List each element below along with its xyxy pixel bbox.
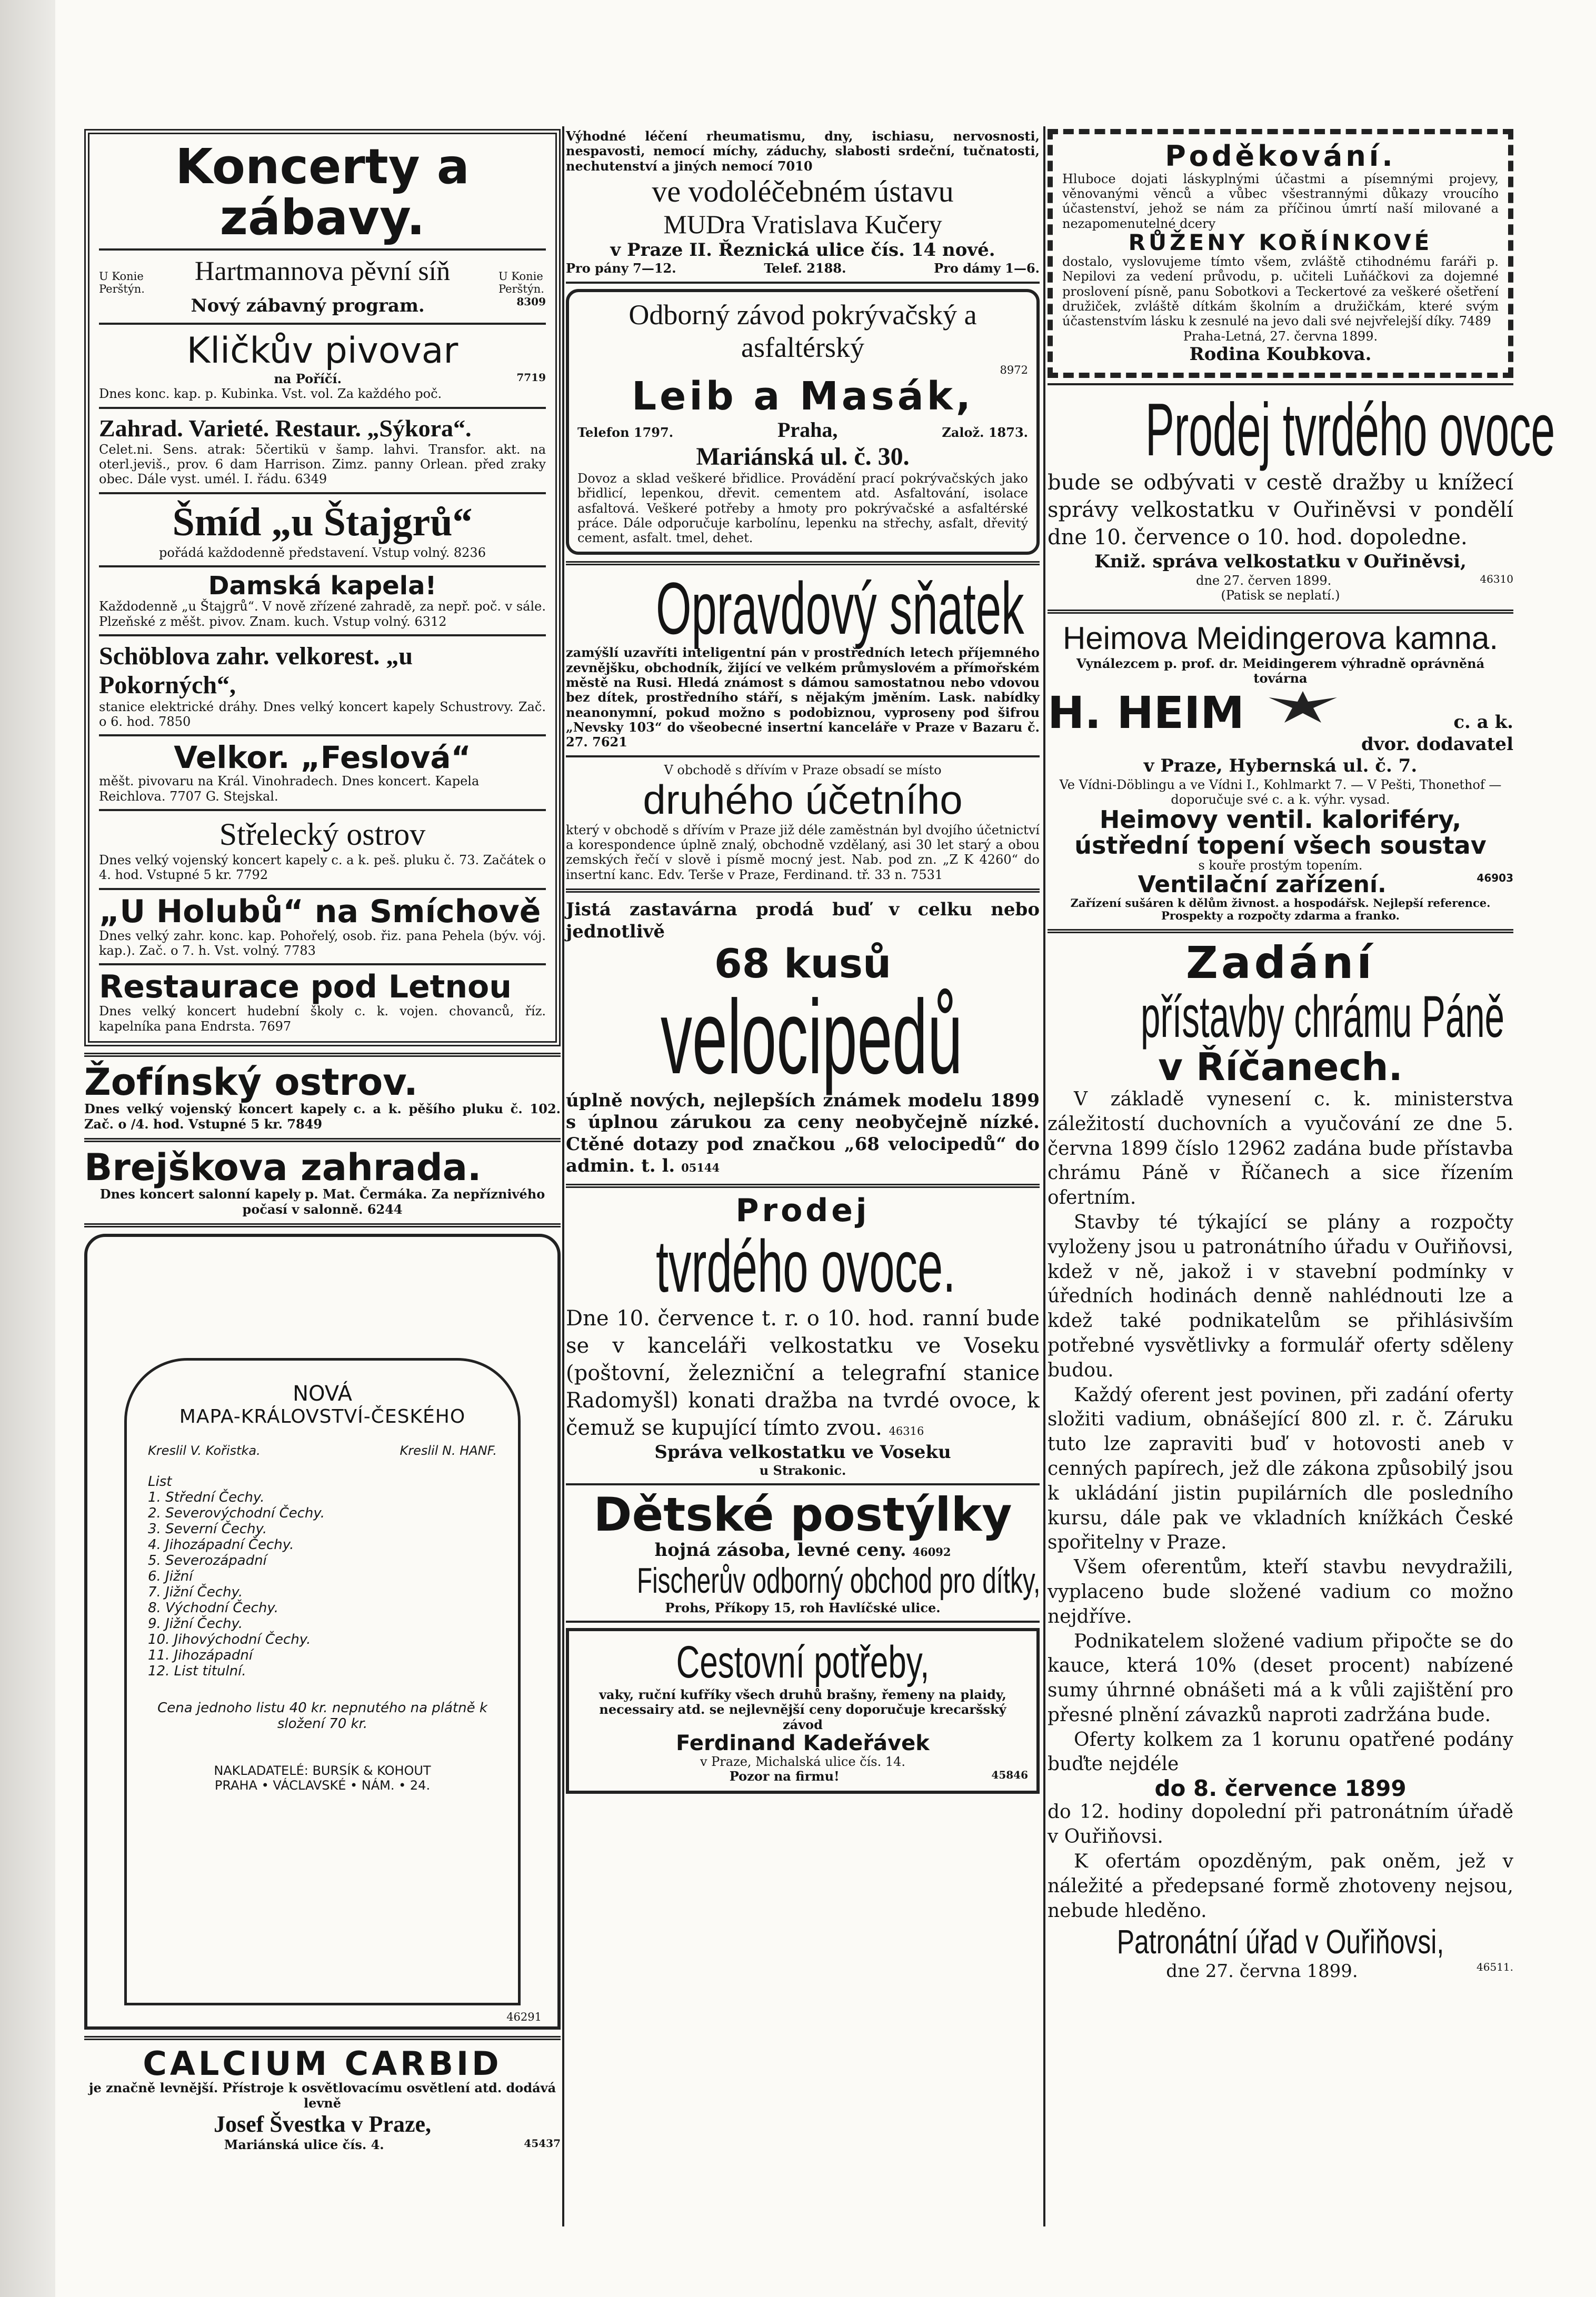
pokryv-firm: Leib a Masák,: [631, 374, 974, 420]
eagle-emblem-icon: [1263, 686, 1342, 728]
column-rule: [562, 126, 564, 2226]
heim-logo-row: H. HEIM c. a k. dvor. dodavatel: [1048, 687, 1513, 755]
cestovni-ad: Cestovní potřeby, vaky, ruční kufříky všech druhů brašny, řemeny na plaidy, necessairy atd. se nejlevnější ceny doporučuje krecaršský závod Ferdinand Kadeřávek v Praze, Michalská ulice čís. 14. Pozor na firmu! 45846: [566, 1628, 1040, 1793]
concerts-box: Koncerty a zábavy. U Konie Perštýn. Hartmannova pěvní síň U Konie Perštýn. Nový zábavný program. 8309 Kličkův pivovar na Poříčí. 7719 Dnes konc. kap. p. Kubinka. Vst. vol. Za každého poč. Zahrad. Varieté. Restaur. „Sýkora“. Celet.ni. Sens. atrak: 5čertikü v šamp. lahvi. Transfor. akt. na oterl.jeviš., prov. 6 dam Harrison. Zimz. panny Orlean. před zraky obec. Dále vyst. umél. I. řádu. 6349 Šmíd „u Štajgrů“ pořádá každodenně představení. Vstup volný. 8236 Damská kapela! Každodenně „u Štajgrů“. V nově zřízené zahradě, za nepř. poč. v sále. Plzeňské z měšt. pivov. Znam. kuch. Vstup volný. 6312 Schöblova zahr. velkorest. „u Pokorných“, stanice elektrické dráhy. Dnes velký koncert kapely Schustrovy. Zač. o 6. hod. 7850 Velkor. „Feslová“ měšt. pivovaru na Král. Vinohradech. Dnes koncert. Kapela Reichlova. 7707 G. Stejskal. Střelecký ostrov Dnes velký vojenský koncert kapely c. a k. peš. pluku č. 73. Začátek o 4. hod. Vstupné 5 kr. 7792 „U Holubů“ na Smíchově Dnes velký zahr. konc. kap. Pohořelý, osob. řiz. pana Pehela (býv. vój. kap.). Zač. o 7. h. Vst. volný. 7783 Restaurace pod Letnou Dnes velký koncert hudební školy c. k. vojen. chovanců, říz. kapelníka pana Endrsta. 7697: [84, 129, 561, 1046]
velo-title: velocipedů: [661, 978, 963, 1096]
column-middle: Výhodné léčení rheumatismu, dny, ischiasu, nervosnosti, nespavosti, nemocí míchy, záduchy, slabosti srdeční, tučnatosti, nechutenství a jiných nemocí 7010 ve vodoléčebném ústavu MUDra Vratislava Kučery v Praze II. Řeznická ulice čís. 14 nové. Pro pány 7—12. Telef. 2188. Pro dámy 1—6. Odborný závod pokrývačský a asfaltérský 8972 Leib a Masák, Telefon 1797. Praha, Založ. 1873. Mariánská ul. č. 30. Dovoz a sklad veškeré břidlice. Provádění prací pokrývačských jako břidlicí, lepenkou, dřevit. cementem atd. Asfaltování, isolace asfaltová. Veškeré potřeby a hmoty pro pokrývačské a asfaltérské práce. Dále odporučuje karbolínu, lepenku na střechy, asfalt, dřevitý cement, asfalt. tmel, dehet. Opravdový sňatek zamýšlí uzavříti inteligentní pán v prostředních letech příjemného zevnějšku, obchodník, žijící ve velkém průmyslovém a přímořském městě na Rusi. Hledá známost s dámou samostatnou nebo vdovou bez dítek, prostředního stáří, s nějakým jměním. Lask. nabídky neanonymní, pokud možno s podobiznou, vyproseny pod šifrou „Nevsky 103“ do všeobecné insertní kanceláře v Praze v Bazaru č. 27. 7621 V obchodě s dřívím v Praze obsadí se místo druhého účetního který v obchodě s dřívím v Praze již déle zaměstnán byl dvojího účetnictví a korespondence úplně znalý, obchodně vzdělaný, asi 30 let starý a obou zemských řečí v slově i písmě mocný jest. Nab. pod zn. „Z K 4260“ do insertní kanc. Edv. Terše v Praze, Ferdinand. tř. 33 n. 7531 Jistá zastavárna prodá buď v celku nebo jednotlivě 68 kusů velocipedů úplně nových, nejlepších známek modelu 1899 s úplnou zárukou za ceny neobyčejně nízké. Ctěné dotazy pod značkou „68 velocipedů“ do admin. t. l. 05144 Prodej tvrdého ovoce. Dne 10. července t. r. o 10. hod. ranní bude se v kanceláři velkostatku ve Voseku (poštovní, železniční a telegrafní stanice Radomyšl) konati dražba na tvrdé ovoce, k čemuž se kupující tímto zvou. 46316 Správa velkostatku ve Voseku u Strakonic. Dětské postýlky hojná zásoba, levné ceny. 46092 Fischerův odborný obchod pro dítky, Prohs, Příkopy 15, roh Havlíčské ulice. Cestovní potřeby, vaky, ruční kufříky všech druhů brašny, řemeny na plaidy, necessairy atd. se nejlevnější ceny doporučuje krecaršský závod Ferdinand Kadeřávek v Praze, Michalská ulice čís. 14. Pozor na firmu! 45846: [566, 129, 1040, 1794]
smid-name: Šmíd „u Štajgrů“: [172, 500, 473, 544]
carbid-name: CALCIUM CARBID: [143, 2044, 502, 2083]
klick-name: Kličkův pivovar: [186, 329, 458, 372]
letna-name: Restaurace pod Letnou: [99, 968, 512, 1006]
zofin-name: Žofínský ostrov.: [84, 1060, 418, 1104]
velo-count: 68 kusů: [714, 940, 892, 987]
holub-name: „U Holubů“ na Smíchově: [99, 893, 541, 930]
map-title: MAPA-KRÁLOVSTVÍ-ČESKÉHO: [179, 1406, 466, 1428]
dekovani-title: Poděkování.: [1165, 139, 1396, 173]
zadani-head: Zadání: [1186, 936, 1375, 988]
map-sheet-list: List 1. Střední Čechy. 2. Severovýchodní Čechy. 3. Severní Čechy. 4. Jihozápadní Čechy. 5. Severozápadní 6. Jižní 7. Jižní Čechy. 8. Východní Čechy. 9. Jižní Čechy. 10. Jihovýchodní Čechy. 11. Jihozápadní 12. List titulní.: [148, 1474, 325, 1680]
schobl-name: Schöblova zahr. velkorest. „u Pokorných“,: [99, 642, 413, 699]
concerts-title: Koncerty a zábavy.: [175, 138, 470, 246]
column-rule: [1043, 126, 1045, 2226]
page-left-margin: [0, 0, 55, 2297]
damska-name: Damská kapela!: [208, 571, 437, 601]
strel-name: Střelecký ostrov: [219, 816, 426, 852]
zadani-title: přístavby chrámu Páně: [1141, 983, 1505, 1050]
prodej-title: Prodej tvrdého ovoce: [1145, 388, 1555, 472]
ustav-name: ve vodoléčebném ústavu: [652, 174, 954, 208]
hartmann-program: Nový zábavný program. 8309: [191, 295, 546, 317]
sykora-name: Zahrad. Varieté. Restaur. „Sýkora“.: [99, 414, 472, 442]
map-frame: NOVÁ MAPA-KRÁLOVSTVÍ-ČESKÉHO Kreslil V. Kořistka. Kreslil N. HANF. List 1. Střední Čechy. 2. Severovýchodní Čechy. 3. Severní Čechy. 4. Jihozápadní Čechy. 5. Severozápadní 6. Jižní 7. Jižní Čechy. 8. Východní Čechy. 9. Jižní Čechy. 10. Jihovýchodní Čechy. 11. Jihozápadní 12. List titulní. Cena jednoho listu 40 kr. nepnutého na plátně k složení 70 kr. NAKLADATELÉ: BURSÍK & KOHOUT PRAHA • VÁCLAVSKÉ • NÁM. • 24.: [124, 1358, 521, 2005]
pokryv-ad: Odborný závod pokrývačský a asfaltérský 8972 Leib a Masák, Telefon 1797. Praha, Založ. 1873. Mariánská ul. č. 30. Dovoz a sklad veškeré břidlice. Provádění prací pokrývačských jako břidlicí, lepenkou, dřevit. cementem atd. Asfaltování, isolace asfaltová. Veškeré potřeby a hmoty pro pokrývačské a asfaltérské práce. Dále odporučuje karbolínu, lepenku na střechy, asfalt, dřevitý cement, asfalt. tmel, dehet.: [566, 289, 1040, 555]
klick-text: Dnes konc. kap. p. Kubinka. Vst. vol. Za každého poč.: [99, 386, 442, 402]
column-concerts: Koncerty a zábavy. U Konie Perštýn. Hartmannova pěvní síň U Konie Perštýn. Nový zábavný program. 8309 Kličkův pivovar na Poříčí. 7719 Dnes konc. kap. p. Kubinka. Vst. vol. Za každého poč. Zahrad. Varieté. Restaur. „Sýkora“. Celet.ni. Sens. atrak: 5čertikü v šamp. lahvi. Transfor. akt. na oterl.jeviš., prov. 6 dam Harrison. Zimz. panny Orlean. před zraky obec. Dále vyst. umél. I. řádu. 6349 Šmíd „u Štajgrů“ pořádá každodenně představení. Vstup volný. 8236 Damská kapela! Každodenně „u Štajgrů“. V nově zřízené zahradě, za nepř. poč. v sále. Plzeňské z měšt. pivov. Znam. kuch. Vstup volný. 6312 Schöblova zahr. velkorest. „u Pokorných“, stanice elektrické dráhy. Dnes velký koncert kapely Schustrovy. Zač. o 6. hod. 7850 Velkor. „Feslová“ měšt. pivovaru na Král. Vinohradech. Dnes koncert. Kapela Reichlova. 7707 G. Stejskal. Střelecký ostrov Dnes velký vojenský koncert kapely c. a k. peš. pluku č. 73. Začátek o 4. hod. Vstupné 5 kr. 7792 „U Holubů“ na Smíchově Dnes velký zahr. konc. kap. Pohořelý, osob. řiz. pana Pehela (býv. vój. kap.). Zač. o 7. h. Vst. volný. 7783 Restaurace pod Letnou Dnes velký koncert hudební školy c. k. vojen. chovanců, říz. kapelníka pana Endrsta. 7697 Žofínský ostrov. Dnes velký vojenský koncert kapely c. a k. pěšího pluku č. 102. Zač. o /4. hod. Vstupné 5 kr. 7849 Brejškova zahrada. Dnes koncert salonní kapely p. Mat. Čermáka. Za nepříznivého počasí v salonně. 6244 NOVÁ MAPA-KRÁLOVSTVÍ-ČESKÉHO Kreslil V. Kořistka. Kreslil N. HANF. List 1. Střední Čechy. 2. Severovýchodní Čechy. 3. Severní Čechy. 4. Jihozápadní Čechy. 5. Severozápadní 6. Jižní 7. Jižní Čechy. 8. Východní Čechy. 9. Jižní Čechy. 10. Jihovýchodní Čechy. 11. Jihozápadní 12. List titulní. Cena jednoho listu 40 kr. nepnutého na plátně k složení 70 kr. NAKLADATELÉ: BURSÍK & KOHOUT PRAHA • VÁCLAVSKÉ • NÁM. • 24. 46291 CALCIUM CARBID je značně levnější. Přístroje k osvětlovacímu osvětlení atd. dodává levně Josef Švestka v Praze, Mariánská ulice čís. 4. 45437: [84, 129, 561, 2152]
brejs-name: Brejškova zahrada.: [84, 1145, 482, 1189]
map-advertisement: NOVÁ MAPA-KRÁLOVSTVÍ-ČESKÉHO Kreslil V. Kořistka. Kreslil N. HANF. List 1. Střední Čechy. 2. Severovýchodní Čechy. 3. Severní Čechy. 4. Jihozápadní Čechy. 5. Severozápadní 6. Jižní 7. Jižní Čechy. 8. Východní Čechy. 9. Jižní Čechy. 10. Jihovýchodní Čechy. 11. Jihozápadní 12. List titulní. Cena jednoho listu 40 kr. nepnutého na plátně k složení 70 kr. NAKLADATELÉ: BURSÍK & KOHOUT PRAHA • VÁCLAVSKÉ • NÁM. • 24. 46291: [84, 1234, 561, 2030]
velkor-name: Velkor. „Feslová“: [174, 740, 471, 776]
rheuma-text: Výhodné léčení rheumatismu, dny, ischiasu, nervosnosti, nespavosti, nemocí míchy, záduchy, slabosti srdeční, tučnatosti, nechutenství a jiných nemocí 7010: [566, 128, 1040, 174]
dekovani-box: Poděkování. Hluboce dojati láskyplnými účastmi a písemnými projevy, věnovanými věnců a vůbec všestrannými důkazy vroucího účastenství, jehož se nám za příčinou úmrtí naší milované a nezapomenutelné dcery RŮŽENY KOŘÍNKOVÉ dostalo, vyslovujeme tímto všem, zvláště ctihodnému faráři p. Nepilovi za vedení průvodu, p. učiteli Luňáčkovi za dojemné proslovení písně, panu Sobotkovi a Teckertové za veškeré ošetření družiček, zvláště dítkám školním a družičkám, které svým účastenstvím lásku k zesnulé na jevo dali své nejvřelejší díky. 7489 Praha-Letná, 27. června 1899. Rodina Koubkova.: [1048, 129, 1513, 378]
heim-title: Heimova Meidingerova kamna.: [1062, 620, 1499, 656]
ovoce-title: tvrdého ovoce.: [656, 1224, 956, 1307]
postylky-title: Dětské postýlky: [593, 1487, 1012, 1542]
satek-title: Opravdový sňatek: [656, 567, 1024, 650]
column-right: Poděkování. Hluboce dojati láskyplnými účastmi a písemnými projevy, věnovanými věnců a vůbec všestrannými důkazy vroucího účastenství, jehož se nám za příčinou úmrtí naší milované a nezapomenutelné dcery RŮŽENY KOŘÍNKOVÉ dostalo, vyslovujeme tímto všem, zvláště ctihodnému faráři p. Nepilovi za vedení průvodu, p. učiteli Luňáčkovi za dojemné proslovení písně, panu Sobotkovi a Teckertové za veškeré ošetření družiček, zvláště dítkám školním a družičkám, které svým účastenstvím lásku k zesnulé na jevo dali své nejvřelejší díky. 7489 Praha-Letná, 27. června 1899. Rodina Koubkova. Prodej tvrdého ovoce bude se odbývati v cestě dražby u knížecí správy velkostatku v Ouřiněvsi v pondělí dne 10. července o 10. hod. dopoledne. Kniž. správa velkostatku v Ouřiněvsi, dne 27. červen 1899. 46310 (Patisk se neplatí.) Heimova Meidingerova kamna. Vynálezcem p. prof. dr. Meidingerem výhradně oprávněná továrna H. HEIM c. a k. dvor. dodavatel v Praze, Hybernská ul. č. 7. Ve Vídni-Döblingu a ve Vídni I., Kohlmarkt 7. — V Pešti, Thonethof — doporučuje své c. a k. výhr. vysad. Heimovy ventil. kaloriféry, ústřední topení všech soustav s kouře prostým topením. Ventilační zařízení. 46903 Zařízení sušáren k dělům živnost. a hospodářsk. Nejlepší reference. Prospekty a rozpočty zdarma a franko. Zadání přístavby chrámu Páně v Říčanech. V základě vynesení c. k. ministerstva záležitostí duchovních a vyučování ze dne 5. června 1899 číslo 12962 zadána bude přístavba chrámu Páně v Říčanech a sice řízením ofertním. Stavby té týkající se plány a rozpočty vyloženy jsou u patronátního úřadu v Ouřiňovsi, kdež v ně, jakož i v stavební podmínky v úředních hodinách denně nahlédnouti lze a kdež také podnikatelům se přihlásivším potřebné vysvětlivky a formulář oferty sděleny budou. Každý oferent jest povinen, při zadání oferty složiti vadium, obnášející 800 zl. r. č. Záruku tuto lze zapraviti buď v hotovosti aneb v cenných papírech, jež dle zákona způsobilý jsou k ukládání jistin pupilárních dle posledního kursu, dále pak ve vkladních knížkách České spořitelny v Praze. Všem oferentům, kteří stavbu nevydražili, vyplaceno bude složené vadium co možno nejdříve. Podnikatelem složené vadium připočte se do kauce, která 10% (deset procent) nabízené sumy úhrnné obnášeti má a k vůli zajištění pro přesné plnění závazků naproti zadržána bude. Oferty kolkem za 1 korunu opatřené podány buďte nejdéle do 8. července 1899 do 12. hodiny dopolední při patronátním úřadě v Ouřiňovsi. K ofertám opozděným, pak oněm, jež v náležité a předepsané formě zhotoveny nejsou, nebude hleděno. Patronátní úřad v Ouřiňovsi, dne 27. června 1899. 46511.: [1048, 129, 1513, 1982]
hartmann-ad: U Konie Perštýn. Hartmannova pěvní síň U Konie Perštýn.: [99, 256, 544, 296]
ucetni-title: druhého účetního: [643, 776, 963, 823]
